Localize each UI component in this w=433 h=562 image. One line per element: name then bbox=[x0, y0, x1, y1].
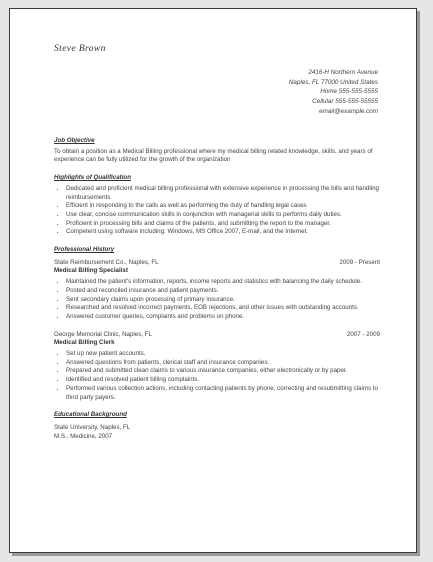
education-degree: M.S., Medicine, 2007 bbox=[54, 432, 113, 440]
education-heading: Educational Background bbox=[54, 411, 127, 419]
list-item: • Competent using software including: Windows, MS Office 2007, E-mail, and the Internet. bbox=[66, 228, 380, 237]
job-duties-list bbox=[54, 278, 380, 322]
list-item: • Dedicated and proficient medical billing professional with extensive experience in processing the bills and handling reimbursements bbox=[66, 185, 380, 202]
list-item: • Sent secondary claims upon processing of primary insurance. bbox=[66, 296, 380, 305]
contact-city: Naples, FL 77000 United States bbox=[288, 78, 378, 86]
list-item: • Maintained the patient's information, reports, income reports and statistics with balancing the daily schedule. bbox=[66, 278, 380, 287]
objective-heading: Job Objective bbox=[54, 137, 95, 144]
resume-body bbox=[54, 137, 380, 441]
contact-home-phone: Home 555-555-5555 bbox=[320, 88, 378, 96]
list-item: • Researched and resolved incorrect payments, EOB rejections, and other issues with outstanding accounts. bbox=[66, 304, 380, 313]
list-item: • Proficient in processing bills and claims of the patients, and submitting the report to the manager. bbox=[66, 220, 380, 229]
job-header bbox=[54, 259, 380, 268]
contact-block bbox=[218, 68, 378, 117]
list-item: • Identified and resolved patient billing complaints. bbox=[66, 376, 380, 385]
list-item: • Answered customer queries, complaints and problems on phone. bbox=[66, 313, 380, 322]
contact-email: email@example.com bbox=[319, 107, 378, 115]
list-item: • Set up new patient accounts. bbox=[66, 350, 380, 359]
list-item: • Answered questions from patients, clerical staff and insurance companies. bbox=[66, 359, 380, 368]
history-heading: Professional History bbox=[54, 246, 115, 254]
education-school: State University, Naples, FL bbox=[54, 423, 131, 431]
objective-text: To obtain a position as a Medical Billing professional where my medical billing related knowledge, skills, and years of experience can be fully utilized for the growth of the organization bbox=[54, 147, 373, 164]
candidate-name: Steve Brown bbox=[54, 44, 106, 54]
job-duties-list bbox=[54, 350, 380, 402]
job-title: Medical Billing Clerk bbox=[54, 339, 115, 347]
highlights-heading: Highlights of Qualification bbox=[54, 174, 131, 182]
list-item: • Use clear, concise communication skills in conjunction with managerial skills to performs daily duties. bbox=[66, 211, 380, 220]
job-company: George Memorial Clinic, Naples, FL bbox=[54, 330, 153, 338]
job-dates: 2009 - Present bbox=[339, 258, 380, 266]
job-title: Medical Billing Specialist bbox=[54, 267, 128, 275]
list-item: • Performed various collection actions, including contacting patients by phone, correcting and resubmitting claims to third party payers. bbox=[66, 385, 380, 402]
list-item: • Efficient in responding to the calls as well as performing the duty of handling legal cases bbox=[66, 202, 380, 211]
job-company: State Reimbursement Co., Naples, FL bbox=[54, 258, 159, 266]
contact-address: 2416-H Northern Avenue bbox=[308, 69, 378, 76]
contact-cell-phone: Cellular 555-555-55555 bbox=[312, 98, 378, 106]
highlights-list bbox=[54, 185, 380, 237]
list-item: • Prepared and submitted clean claims to various insurance companies, either electronically or by paper. bbox=[66, 367, 380, 376]
list-item: • Posted and reconciled insurance and patient payments. bbox=[66, 287, 380, 296]
resume-page bbox=[9, 8, 417, 553]
job-header bbox=[54, 331, 380, 340]
job-dates: 2007 - 2009 bbox=[346, 330, 380, 338]
